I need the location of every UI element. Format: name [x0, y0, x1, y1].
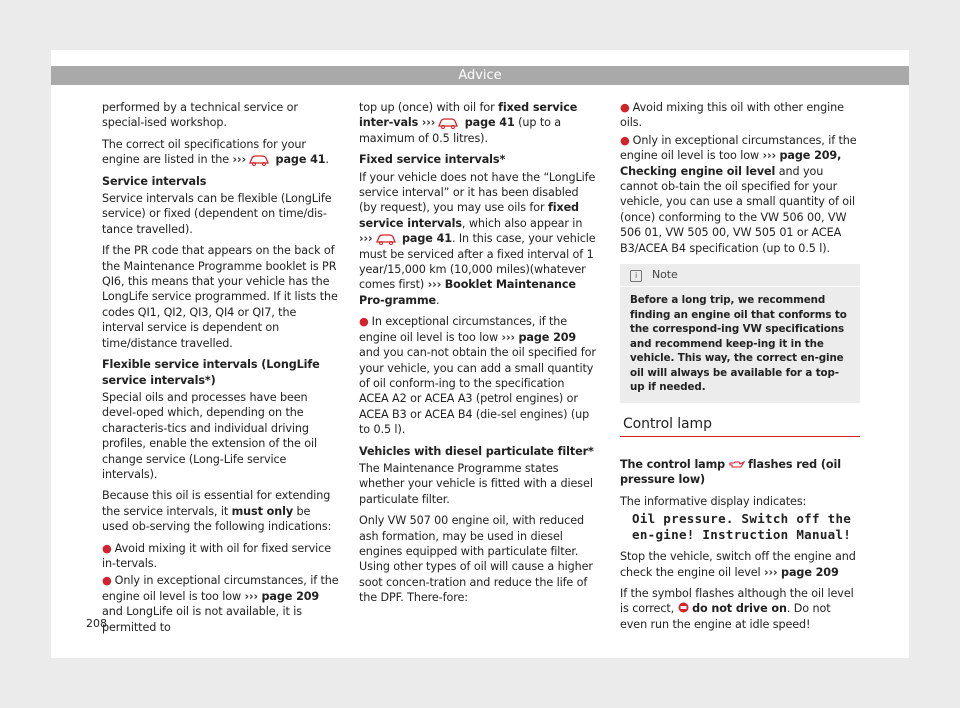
list-item: ● Only in exceptional circumstances, if the engine oil level is too low ››› page 209, Checking engine oil level and you cannot ob-tain the oil specified for your vehicle, you can use a small quantity of oil (once) conforming to the VW 506 00, VW 506 01, VW 505 00, VW 505 01 or ACEA B3/ACEA B4 specification (up to 0.5 l).: [620, 133, 857, 255]
paragraph: The correct oil specifications for your engine are listed in the ››› page 41.: [102, 137, 329, 167]
bullet: ●: [620, 101, 630, 114]
paragraph: top up (once) with oil for fixed service inter-vals ››› page 41 (up to a maximum of 0.5 litres).: [359, 101, 578, 145]
page-ref-link[interactable]: page 209: [781, 565, 839, 579]
heading: Service intervals: [102, 174, 207, 188]
list-item: ● Only in exceptional circumstances, if the engine oil level is too low ››› page 209 and LongLife oil is not available, it is permitted to: [102, 574, 339, 634]
paragraph: The Maintenance Programme states whether your vehicle is fitted with a diesel particulate filter.: [359, 461, 593, 506]
oil-can-icon: [729, 460, 745, 469]
car-book-icon: [248, 153, 270, 166]
list-item: ● Avoid mixing it with oil for fixed service in-tervals.: [102, 541, 332, 570]
bullet: ●: [102, 541, 112, 555]
column-2: [359, 100, 597, 612]
heading: Flexible service intervals (LongLife service intervals*): [102, 358, 320, 387]
page-ref-link[interactable]: page 209: [261, 589, 320, 603]
paragraph: Special oils and processes have been devel-oped which, depending on the characteris-tics and individual driving profiles, enable the extension of the oil change service (Long-Life service intervals).: [102, 390, 317, 481]
paragraph: The control lamp flashes red (oil pressure low): [620, 457, 841, 487]
display-message: Oil pressure. Switch off the en-gine! Instruction Manual!: [632, 511, 852, 543]
list-item: ● In exceptional circumstances, if the engine oil level is too low ››› page 209 and you can-not obtain the oil specified for your vehicle, you can add a small quantity of oil conform-ing to the specification ACEA A2 or ACEA A3 (petrol engines) or ACEA B3 or ACEA B4 (die-sel engines) (up to 0.5 l).: [359, 315, 596, 437]
paragraph: The informative display indicates:: [620, 494, 807, 508]
page-number: 208: [86, 617, 107, 630]
paragraph: If the symbol flashes although the oil level is correct, do not drive on. Do not even run the engine at idle speed!: [620, 587, 854, 631]
booklet-ref-link[interactable]: Booklet Maintenance Pro-gramme: [359, 278, 576, 307]
list-item: ● Avoid mixing this oil with other engine oils.: [620, 101, 844, 130]
column-3: [620, 100, 860, 638]
paragraph: performed by a technical service or special-ised workshop.: [102, 101, 298, 130]
page-header: Advice: [51, 66, 909, 85]
bullet: ●: [620, 133, 630, 147]
page-ref-link[interactable]: page 209: [518, 330, 577, 344]
paragraph: Only VW 507 00 engine oil, with reduced ash formation, may be used in diesel engines equipped with particulate filter. Using other types of oil will cause a higher soot concen-tration and reduce the life of the DPF. There-fore:: [359, 514, 593, 605]
ref-arrow: ›››: [232, 153, 247, 167]
info-icon: i: [630, 270, 642, 282]
paragraph: If your vehicle does not have the “LongLife service interval” or it has been disabled (by request), you may use oils for fixed service intervals, which also appear in ››› page 41. In this case, your vehicle must be serviced after a fixed interval of 1 year/15,000 km (10,000 miles)(whatever comes first) ››› Booklet Maintenance Pro-gramme.: [359, 170, 596, 307]
car-book-icon: [437, 116, 459, 129]
car-book-icon: [375, 232, 397, 245]
paragraph: Stop the vehicle, switch off the engine and check the engine oil level ››› page 209: [620, 550, 856, 579]
warning-icon: [678, 602, 689, 613]
bullet: ●: [102, 574, 112, 588]
paragraph: Because this oil is essential for extending the service intervals, it must only be used ob-serving the following indications:: [102, 489, 332, 534]
note-header: i Note: [620, 264, 860, 287]
page-ref-link[interactable]: page 41: [402, 232, 452, 246]
page-ref-link[interactable]: page 41: [464, 116, 515, 130]
note-body: Before a long trip, we recommend finding an engine oil that conforms to the correspond-ing VW specifications and recommend keep-ing it in the vehicle. This way, the correct en-gine oil will always be available for a top-up if needed.: [630, 294, 847, 394]
heading: Vehicles with diesel particulate filter*: [359, 444, 594, 458]
bullet: ●: [359, 315, 369, 329]
paragraph: Service intervals can be flexible (LongLife service) or fixed (dependent on time/dis-tance travelled).: [102, 192, 332, 236]
page-ref-link[interactable]: page 209, Checking engine oil level: [620, 149, 842, 178]
note-box: [620, 264, 860, 403]
section-title: Control lamp: [620, 417, 860, 437]
heading: Fixed service intervals*: [359, 153, 506, 167]
column-1: [102, 100, 340, 641]
page-ref-link[interactable]: page 41: [275, 153, 326, 167]
paragraph: If the PR code that appears on the back of the Maintenance Programme booklet is PR QI6, this means that your vehicle has the LongLife service programmed. If it lists the codes QI1, QI2, QI3, QI4 or QI7, the interval service is dependent on time/distance travelled.: [102, 244, 338, 350]
